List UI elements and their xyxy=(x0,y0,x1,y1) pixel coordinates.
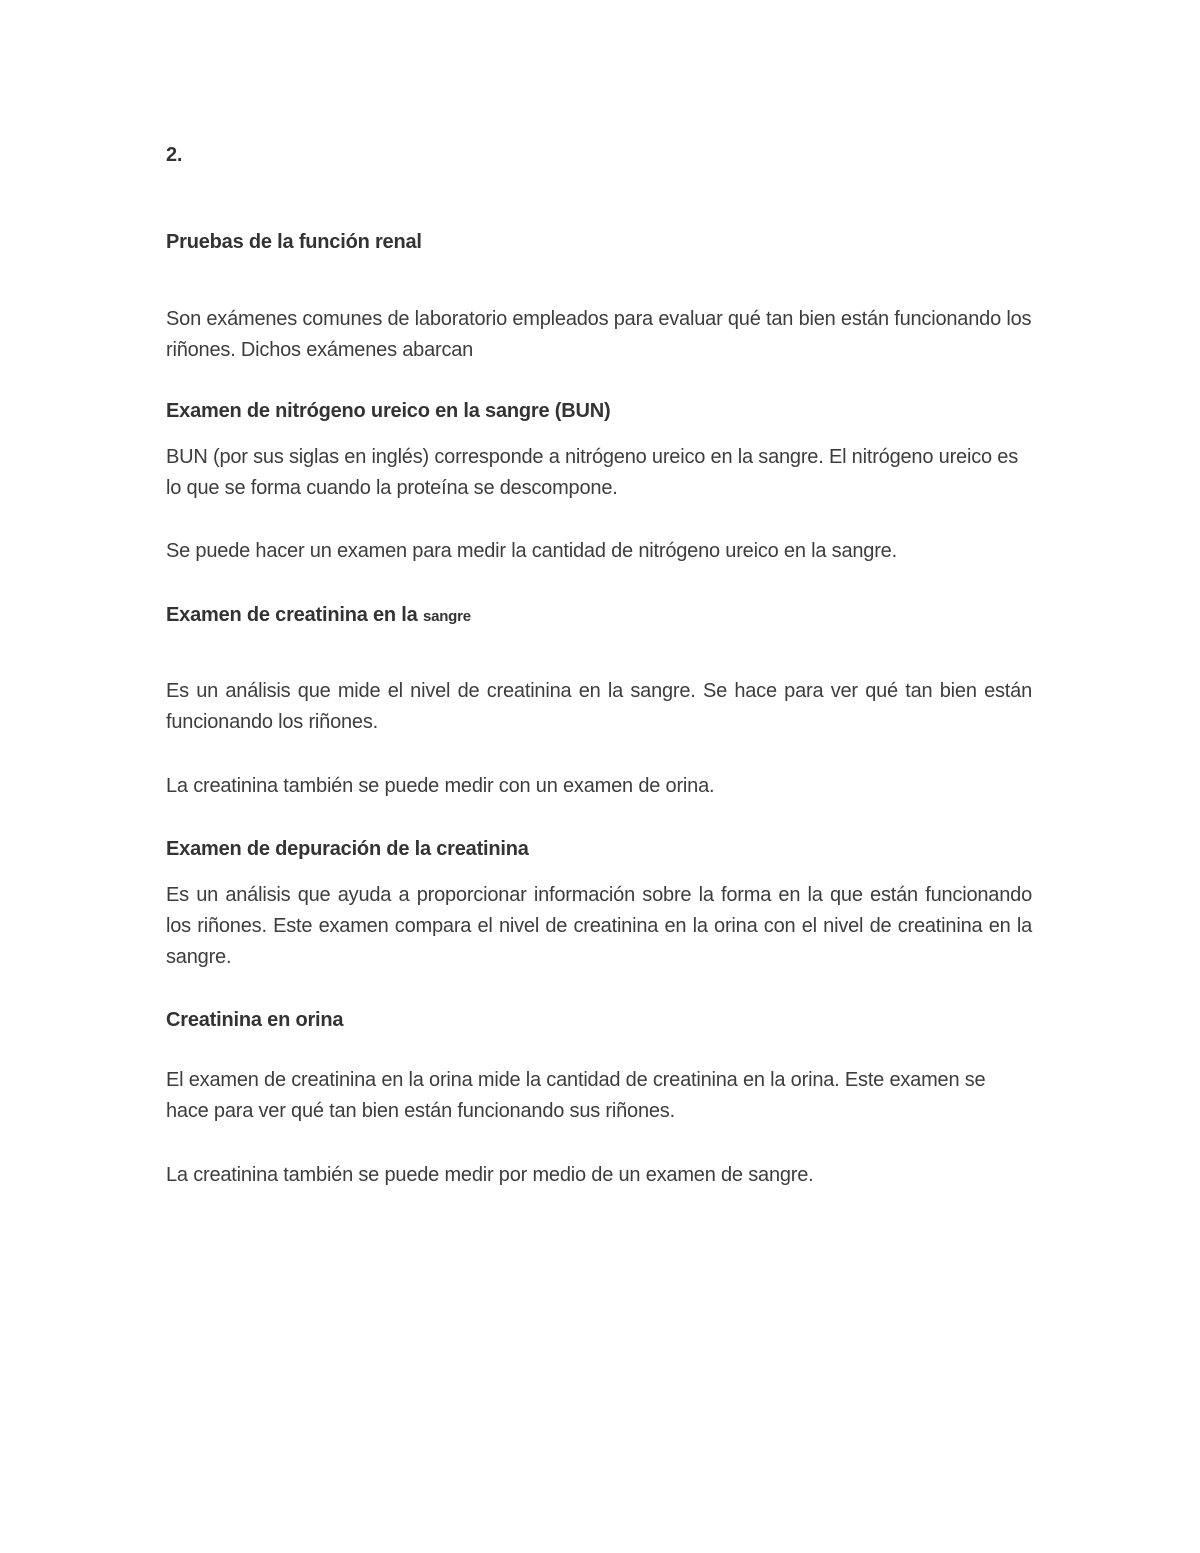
bun-paragraph-1: BUN (por sus siglas en inglés) corresponde a nitrógeno ureico en la sangre. El nitrógeno ureico es lo que se forma cuando la proteína se descompone. xyxy=(166,446,1018,499)
section-heading-creatinine-blood xyxy=(166,600,1032,632)
urine-creatinine-paragraph-1: El examen de creatinina en la orina mide la cantidad de creatinina en la orina. Este examen se hace para ver qué tan bien están funcionando sus riñones. xyxy=(166,1069,986,1122)
section-heading-creatinine-clearance: Examen de depuración de la creatinina xyxy=(166,838,529,860)
urine-creatinine-paragraph-2: La creatinina también se puede medir por medio de un examen de sangre. xyxy=(166,1164,814,1186)
bun-paragraph-2: Se puede hacer un examen para medir la cantidad de nitrógeno ureico en la sangre. xyxy=(166,540,897,562)
creatinine-clearance-paragraph: Es un análisis que ayuda a proporcionar información sobre la forma en la que están funcionando los riñones. Este examen compara el nivel de creatinina en la orina con el nivel de creatinina en la sangre. xyxy=(166,884,1032,968)
section-heading-creatinine-blood-small: sangre xyxy=(422,608,471,625)
section-heading-creatinine-blood-main: Examen de creatinina en la xyxy=(166,604,418,626)
section-number: 2. xyxy=(166,144,183,166)
creatinine-blood-paragraph-1: Es un análisis que mide el nivel de creatinina en la sangre. Se hace para ver qué tan bien están funcionando los riñones. xyxy=(166,680,1032,733)
intro-paragraph: Son exámenes comunes de laboratorio empleados para evaluar qué tan bien están funcionando los riñones. Dichos exámenes abarcan xyxy=(166,308,1032,361)
document-title: Pruebas de la función renal xyxy=(166,231,422,253)
section-heading-urine-creatinine: Creatinina en orina xyxy=(166,1009,344,1031)
section-heading-bun: Examen de nitrógeno ureico en la sangre (BUN) xyxy=(166,400,611,422)
creatinine-blood-paragraph-2: La creatinina también se puede medir con un examen de orina. xyxy=(166,775,715,797)
